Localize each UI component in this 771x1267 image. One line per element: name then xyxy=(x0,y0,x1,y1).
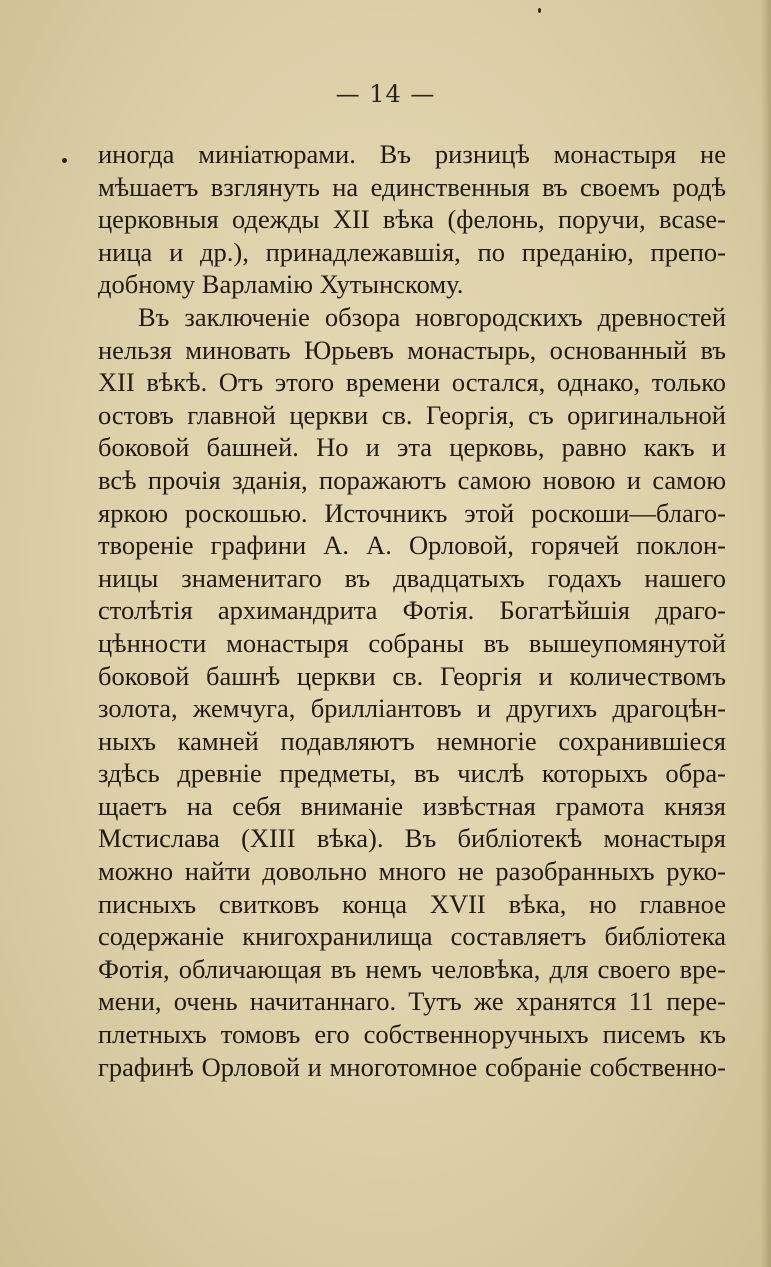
text-line: столѣтія архимандрита Фотія. Богатѣйшія драго- xyxy=(98,595,726,626)
text-line: церковныя одежды XII вѣка (фелонь, поручи, вcase- xyxy=(98,204,726,235)
text-line: остовъ главной церкви св. Георгія, съ оригинальной xyxy=(98,399,726,430)
ink-speck xyxy=(538,8,541,13)
text-line: иногда миніатюрами. Въ ризницѣ монастыря не xyxy=(98,139,726,169)
text-line: ныхъ камней подавляютъ немногіе сохранившіеся xyxy=(98,725,726,756)
text-line: писныхъ свитковъ конца XVII вѣка, но главное xyxy=(98,888,726,919)
text-line: твореніе графини А. А. Орловой, горячей поклон- xyxy=(98,530,726,561)
text-line: боковой башней. Но и эта церковь, равно какъ и xyxy=(98,432,726,463)
text-line: здѣсь древніе предметы, въ числѣ которыхъ обра- xyxy=(98,758,726,789)
text-line: ница и др.), принадлежавшія, по преданію, препо- xyxy=(98,236,726,267)
body-text xyxy=(98,138,726,1083)
text-line: золота, жемчуга, брилліантовъ и другихъ драгоцѣн- xyxy=(98,693,726,724)
text-line: Фотія, обличающая въ немъ человѣка, для своего вре- xyxy=(98,953,726,984)
text-line: щаетъ на себя вниманіе извѣстная грамота князя xyxy=(98,790,726,821)
text-line: мени, очень начитаннаго. Тутъ же хранятся 11 пере- xyxy=(98,986,726,1017)
text-line: всѣ прочія зданія, поражаютъ самою новою и самою xyxy=(98,464,726,495)
text-line: плетныхъ томовъ его собственноручныхъ писемъ къ xyxy=(98,1019,726,1050)
text-line: ницы знаменитаго въ двадцатыхъ годахъ нашего xyxy=(98,562,726,593)
text-line: Въ заключеніе обзора новгородскихъ древностей xyxy=(138,301,726,332)
text-line: цѣнности монастыря собраны въ вышеупомянутой xyxy=(98,627,726,658)
page-number: — 14 — xyxy=(335,80,436,108)
text-line: можно найти довольно много не разобранныхъ руко- xyxy=(98,856,726,887)
text-line: XII вѣкѣ. Отъ этого времени остался, однако, только xyxy=(98,367,726,398)
text-line: содержаніе книгохранилища составляетъ библіотека xyxy=(98,921,726,952)
text-line: мѣшаетъ взглянуть на единственныя въ своемъ родѣ xyxy=(98,171,726,202)
text-line: яркою роскошью. Источникъ этой роскоши—благо- xyxy=(98,497,726,528)
text-line: боковой башнѣ церкви св. Георгія и количествомъ xyxy=(98,660,726,691)
page-edge-shadow xyxy=(761,0,771,1267)
text-line: добному Варламію Хутынскому. xyxy=(98,269,464,300)
ink-speck xyxy=(62,158,67,163)
text-line: графинѣ Орловой и многотомное собраніе собственно- xyxy=(98,1051,726,1082)
text-line: Мстислава (XIII вѣка). Въ библіотекѣ монастыря xyxy=(98,823,726,854)
text-line: нельзя миновать Юрьевъ монастырь, основанный въ xyxy=(98,334,726,365)
